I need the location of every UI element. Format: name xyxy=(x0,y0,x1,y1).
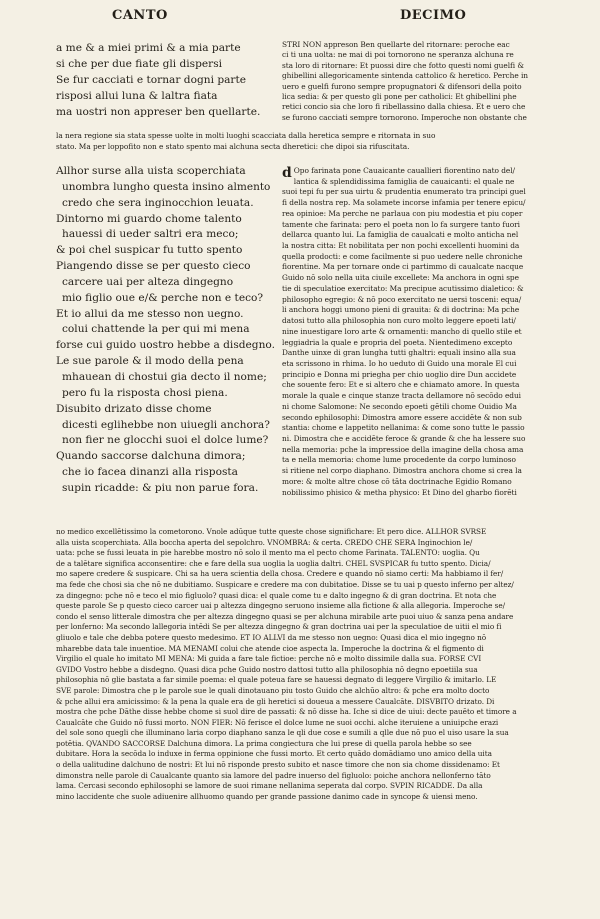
commentary-line: fi della nostra rep. Ma solamete incorse infamia per tenere epicu/ xyxy=(282,198,526,208)
commentary-line: che souente fero: Et e si altero che e chiamato amore. In questa xyxy=(282,380,520,390)
verse-top-block xyxy=(56,40,276,120)
verse-line: Piangendo disse se per questo cieco xyxy=(56,260,251,273)
verse-line: Allhor surse alla uista scoperchiata xyxy=(56,165,246,177)
commentary-line: ci ti una uolta: ne mai di poi tornorono ne speranza alchuna re xyxy=(282,50,514,60)
commentary-line: leggiadria la quale e propria del poeta. Nientedimeno excepto xyxy=(282,337,513,347)
commentary-line: nobilissimo phisico & metha physico: Et Dino del gharbo fiorēti xyxy=(282,487,517,497)
commentary-line: ni chome Salomone: Ne secondo epoeti gētili chome Ouidio Ma xyxy=(282,401,517,411)
verse-line: Disubito drizato disse chome xyxy=(56,402,212,415)
commentary-line: mino laccidente che suole adiuenire allhuomo quando per grande passione danimo cade in syncope & uiensi meno. xyxy=(56,791,478,801)
commentary-line: fiorentine. Ma per tornare onde ci partimmo di caualcate nacque xyxy=(282,262,524,272)
commentary-line: mo sapere credere & suspicare. Chi sa ha uera scientia della chosa. Credere e quando nō siamo certi: Ma habbiamo il fer/ xyxy=(56,569,504,579)
commentary-full-bottom xyxy=(56,527,586,802)
commentary-line: retici concio sia che loro fi ribellassino dalla chiesa. Et e uero che xyxy=(282,102,526,112)
commentary-line: de a talētare significa acconsentire: che e fare della sua uoglia la uoglia daltri. CHEL SVSPICAR fu tutto spento. Dicia/ xyxy=(56,558,491,568)
verse-line: non fier ne glocchi suoi el dolce lume? xyxy=(62,434,269,447)
commentary-line: del sole sono quegli che illuminano laria corpo diaphano sanza le qli due cose e sumili a qlle due nō puo el uiso usare la sua xyxy=(56,728,509,738)
verse-line: supin ricadde: & piu non parue fora. xyxy=(62,481,259,494)
commentary-line: morale la quale e cinque stanze tracta dellamore nō secōdo edui xyxy=(282,391,521,401)
verse-line: risposi allui luna & laltra fiata xyxy=(56,90,218,102)
commentary-line: GVIDO Vostro hebbe a disdegno. Quasi dica pche Guido nostro dattosi tutto alla philosophia nō degno epoetiila sua xyxy=(56,664,478,674)
verse-line: che io facea dinanzi alla risposta xyxy=(62,466,238,479)
commentary-line: rea opinioe: Ma perche ne parlaua con piu modestia et piu coper xyxy=(282,208,523,218)
verse-line: mio figlio oue e/& perche non e teco? xyxy=(62,291,264,304)
commentary-line: dubitare. Hora la secōda lo induxe in ferma oppinione che fussi morto. Et certo quādo domādiamo uno amico della uita xyxy=(56,749,492,759)
commentary-top-block xyxy=(282,40,582,123)
commentary-line: lica sedia: & per questo gli pone per catholici: Et ghibellini phe xyxy=(282,92,517,102)
verse-line: unombra lungho questa insino almento xyxy=(61,180,271,193)
commentary-line: principio e Donna mi priegha per chio uoglio dire Dun accidete xyxy=(282,369,517,379)
commentary-line: & pche allui era amicissimo: & la pena la quale era de gli heretici si doueua a messere Caualcāte. DISVBITO drizato. Di xyxy=(56,696,495,706)
commentary-line: philosophia nō glie bastata a far simile poema: el quale poteua fare se hauessi degnato di leggere Virgilio & imitarlo. LE xyxy=(56,675,497,685)
commentary-line: la nostra citta: Et nobilitata per non pochi excellenti huomini da xyxy=(282,241,520,251)
verse-line: Quando saccorse dalchuna dimora; xyxy=(56,450,246,463)
commentary-line: Danthe uinxe di gran lungha tutti ghaltri: equali insino alla sua xyxy=(282,348,516,358)
verse-line: Se fur cacciati e tornar dogni parte xyxy=(56,74,247,86)
commentary-line: lama. Cercasi secondo ephilosophi se lamore de suoi rimane nellanima seperata dal corpo. SVPIN RICADDE. Da alla xyxy=(56,781,483,791)
commentary-line: za dingegno: pche nō e teco el mio figluolo? quasi dica: el quale come tu e dalto ingegno & di gran doctrina. Et nota che xyxy=(56,590,497,600)
commentary-line: Opo farinata pone Cauaicante cauallieri fiorentino nato del/ xyxy=(293,166,515,175)
verse-line: Le sue parole & il modo della pena xyxy=(56,355,244,368)
header-canto: CANTO xyxy=(112,8,168,23)
verse-main-block xyxy=(56,164,276,497)
verse-line: Et io allui da me stesso non uegno. xyxy=(56,307,244,320)
commentary-line: alla uista scoperchiata. Alla boccha aperta del sepolchro. VNOMBRA: & certa. CREDO CHE SERA Inginochion le/ xyxy=(56,537,473,547)
commentary-line: queste parole Se p questo cieco carcer uai p altezza dingegno seruono insieme alla fictione & alla allegoria. Imperoche se/ xyxy=(56,601,506,611)
verse-line: forse cui guido uostro hebbe a disdegno. xyxy=(56,339,275,352)
commentary-line: per lonferno: Ma secondo lallegoria intēdi Se per altezza dingegno & gran doctrina uai per la speculatioe de uitii el mio fi xyxy=(56,622,502,632)
commentary-line: si ritiene nel corpo diaphano. Dimostra anchora chome si crea la xyxy=(282,466,522,476)
commentary-line: nine inuestigare loro arte & ornamenti: mancho di quello stile et xyxy=(282,326,522,336)
running-header xyxy=(0,8,600,28)
commentary-line: dimonstra nelle parole di Caualcante quanto sia lamore del padre inuerso del figluolo: poiche anchora nellonferno tāto xyxy=(56,770,491,780)
commentary-line: stantia: chome e lappetito nellanima: & come sono tutte le passio xyxy=(282,423,525,433)
commentary-line: tamente che farinata: pero el poeta non lo fa surgere tanto fuori xyxy=(282,219,520,229)
commentary-line: ni. Dimostra che e accidēte feroce & grande & che ha lessere suo xyxy=(282,433,526,443)
verse-line: Dintorno mi guardo chome talento xyxy=(56,212,242,225)
commentary-line: Virgilio el quale ho imitato MI MENA: Mi guida a fare tale fictioe: perche nō e molto dissimile dalla sua. FORSE CVI xyxy=(56,654,482,664)
verse-line: mhauean di chostui gia decto il nome; xyxy=(62,370,267,383)
commentary-line: tie di speculatioe exercitato: Ma precipue acutissimo dialetico: & xyxy=(282,283,524,293)
commentary-line: secondo ephilosophi: Dimostra amore essere accidēte & non sub xyxy=(282,412,522,422)
commentary-line: quella prodocti: e come facilmente si puo uedere nelle chroniche xyxy=(282,251,523,261)
verse-line: colui chattende la per qui mi mena xyxy=(62,323,250,336)
commentary-line: nella memoria: pche la impressioe della imagine della chosa ama xyxy=(282,444,524,454)
commentary-line: stato. Ma per loppofito non e stato spento mai alchuna secta dheretici: che dipoi sia rifuscitata. xyxy=(56,141,410,151)
verse-line: credo che sera inginocchion leuata. xyxy=(62,196,254,209)
commentary-line: ma fede che chosi sia che nō ne dubitiamo. Suspicare e credere ma con dubitatioe. Disse se tu uai p questo inferno per altez/ xyxy=(56,579,514,589)
commentary-line: datosi tutto alla philosophia non curo molto leggere epoeti lati/ xyxy=(282,316,516,326)
header-decimo: DECIMO xyxy=(400,8,467,23)
commentary-line: mharebbe data tale inuentioe. MA MENAMI colui che atende cioe aspecta la. Imperoche la doctrina & el figmento di xyxy=(56,643,484,653)
commentary-line: STRI NON appreson Ben quellarte del ritornare: peroche eac xyxy=(282,40,510,49)
commentary-main-block xyxy=(282,166,582,498)
commentary-line: uero e guelfi furono sempre propugnatori & difensori della poito xyxy=(282,81,522,91)
drop-cap: d xyxy=(282,165,292,181)
verse-line: si che per due fiate gli dispersi xyxy=(56,58,223,70)
commentary-line: ghibellini allegoricamente sintenda cattolico & heretico. Perche in xyxy=(282,71,528,81)
commentary-line: dellarca quanto lui. La famiglia de caualcati e molto anticha nel xyxy=(282,230,519,240)
commentary-line: no medico excellētissimo la cometorono. Vnole adūque tutte queste chose significhare: Et pero dice. ALLHOR SVRSE xyxy=(56,527,487,536)
commentary-line: lantica & splendidissima famiglia de cauaicanti: el quale ne xyxy=(293,176,515,186)
commentary-line: o della ualitudine dalchuno de nostri: Et lui nō risponde presto subito et nasce timore che non sia chome dissidenamo: Et xyxy=(56,760,500,770)
commentary-line: gliuolo e tale che debba potere questo medesimo. ET IO ALLVI da me stesso non uegno: Quasi dica el mio ingegno nō xyxy=(56,632,487,642)
commentary-line: eta scrissono in rhima. Io ho ueduto di Guido una morale El cui xyxy=(282,358,517,368)
commentary-line: la nera regione sia stata spesse uolte in molti luoghi scacciata dalla heretica sempre e ritornata in suo xyxy=(56,131,436,140)
commentary-line: se furono cacciati sempre tornorono. Imperoche non obstante che xyxy=(282,112,527,122)
verse-line: & poi chel suspicar fu tutto spento xyxy=(56,244,243,257)
commentary-line: Guido nō solo nella uita ciuile excellete: Ma anchora in ogni spe xyxy=(282,273,519,283)
commentary-line: Caualcāte che Guido nō fussi morto. NON FIER: Nō ferisce el dolce lume ne suoi occhi. alche iteruiene a uniuipche erazi xyxy=(56,717,499,727)
commentary-line: mostra che pche Dāthe disse hebbe chome si suol dire de passati: & nō disse ha. Iche si dice de uiui: decte pauēto et timore a xyxy=(56,707,517,717)
commentary-line: suoi tepi fu per sua uirtu & prudentia enumerato tra principi guel xyxy=(282,187,526,197)
commentary-line: more: & molte altre chose cō tāta doctrinache Egidio Romano xyxy=(282,476,512,486)
commentary-line: SVE parole: Dimostra che p le parole sue le quali dinotauano piu tosto Guido che alchūo altro: & pche era molto docto xyxy=(56,685,490,695)
verse-line: hauessi di ueder saltri era meco; xyxy=(62,228,239,241)
verse-line: carcere uai per alteza dingegno xyxy=(62,275,234,288)
commentary-line: li anchora hoggi umono pieni di grauita: & di doctrina: Ma pche xyxy=(282,305,520,315)
commentary-line: uata: pche se fussi leuata in pie harebbe mostro nō solo il mento ma el pecto chome Farinata. TALENTO: uoglia. Qu xyxy=(56,548,480,558)
commentary-line: sta loro di ritornare: Et puossi dire che fotto questi nomi guelfi & xyxy=(282,60,524,70)
commentary-full-top xyxy=(56,131,586,152)
verse-line: a me & a miei primi & a mia parte xyxy=(56,42,241,54)
verse-line: dicesti eglihebbe non uiuegli anchora? xyxy=(62,418,270,431)
commentary-line: potētia. QVANDO SACCORSE Dalchuna dimora. La prima congiectura che lui prese di quella parola hebbe so see xyxy=(56,738,472,748)
verse-line: pero fu la risposta chosi piena. xyxy=(62,386,228,399)
verse-line: ma uostri non appreser ben quellarte. xyxy=(56,106,261,118)
commentary-line: ta e nella memoria: chome lume procedente da corpo luminoso xyxy=(282,455,516,465)
commentary-line: condo el senso litterale dimostra che per altezza dingegno quasi se per alchuna mirabile arte puoi uiuo & sanza pena andare xyxy=(56,611,514,621)
commentary-line: philosopho egregio: & nō poco exercitato ne uersi tosceni: equa/ xyxy=(282,294,522,304)
